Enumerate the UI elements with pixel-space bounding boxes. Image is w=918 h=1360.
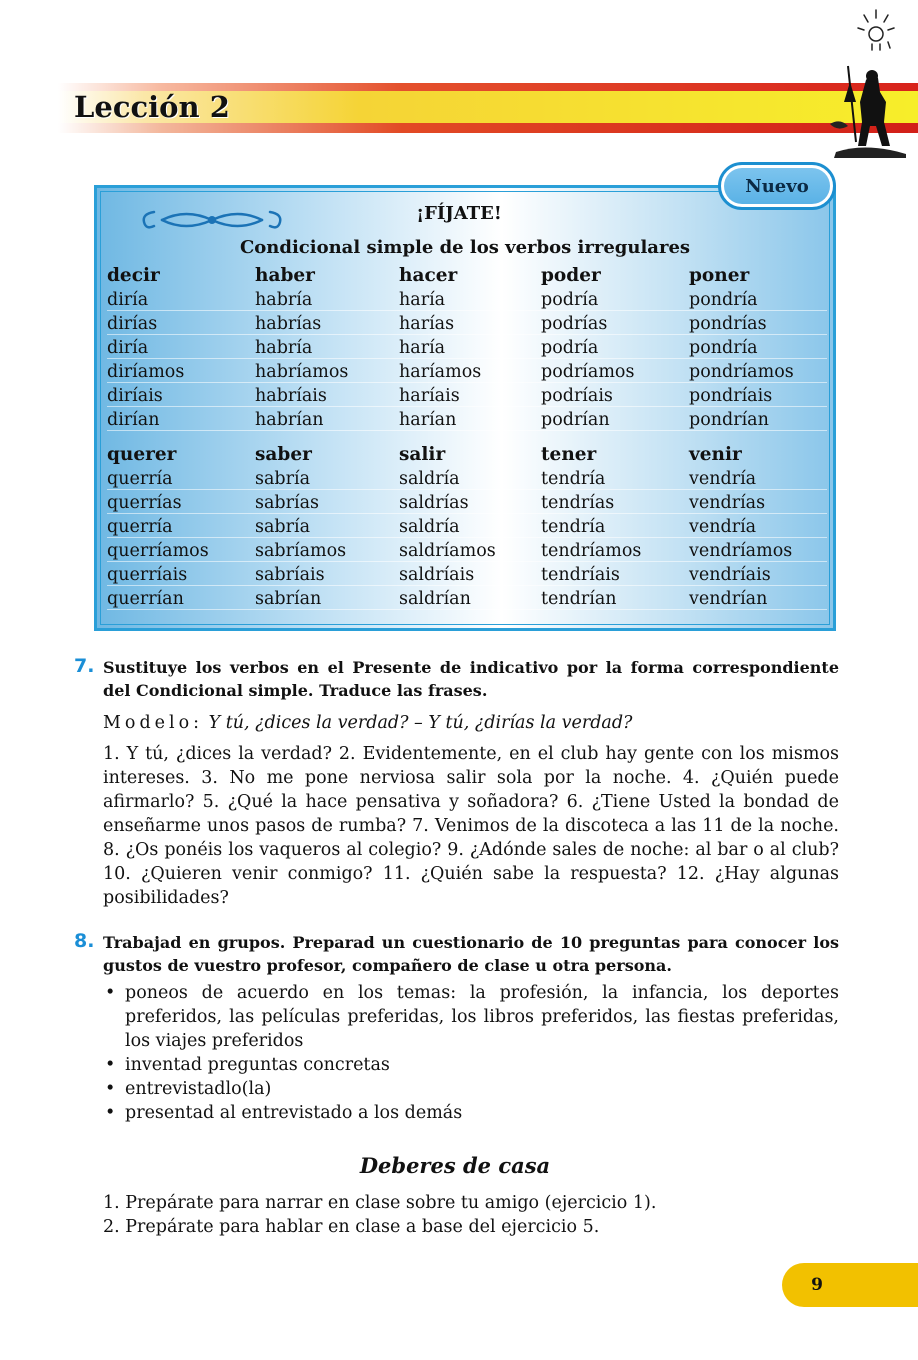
- verb-form: tendríais: [541, 565, 620, 585]
- verb-form: sabríais: [255, 565, 325, 585]
- exercise-7-modelo: [103, 713, 632, 733]
- verb-form: vendrían: [689, 589, 768, 609]
- verb-conjugation-row: [107, 384, 827, 408]
- verb-form: haríamos: [399, 362, 482, 382]
- verb-form: podrías: [541, 314, 608, 334]
- verb-form: pondrías: [689, 314, 767, 334]
- exercise-7-instruction: Sustituye los verbos en el Presente de indicativo por la forma correspondiente del Condicional simple. Traduce las frases.: [103, 658, 839, 700]
- verb-form: tendría: [541, 517, 606, 537]
- verb-conjugation-row: [107, 336, 827, 360]
- verb-form: saldrías: [399, 493, 469, 513]
- bullet-item: • presentad al entrevistado a los demás: [105, 1103, 463, 1123]
- verb-form: saldrían: [399, 589, 471, 609]
- verb-form: querrían: [107, 589, 184, 609]
- verb-conjugation-row: [107, 491, 827, 515]
- verb-form: pondrían: [689, 410, 769, 430]
- verb-infinitive: poder: [541, 265, 601, 286]
- homework-list: [103, 1191, 839, 1239]
- verb-form: haría: [399, 338, 446, 358]
- homework-item: 2. Prepárate para hablar en clase a base del ejercicio 5.: [103, 1217, 600, 1237]
- exercise-7-sentences: 1. Y tú, ¿dices la verdad? 2. Evidentemente, en el club hay gente con los mismos intereses. 3. No me pone nerviosa salir sola por la noche. 4. ¿Quién puede afirmarlo? 5. ¿Qué la hace pensativa y soñadora? 6. ¿Tiene Usted la bondad de enseñarme unos pasos de rumba? 7. Venimos de la discoteca a las 11 de la noche. 8. ¿Os ponéis los vaqueros al colegio? 9. ¿Adónde sales de noche: al bar o al club? 10. ¿Quieren venir conmigo? 11. ¿Quién sabe la respuesta? 12. ¿Hay algunas posibilidades?: [103, 744, 839, 908]
- verb-form: habríamos: [255, 362, 349, 382]
- verb-infinitive: venir: [689, 444, 742, 465]
- verb-form: habría: [255, 338, 313, 358]
- verb-form: vendría: [689, 517, 757, 537]
- verb-infinitive: decir: [107, 265, 160, 286]
- verb-form: saldría: [399, 517, 460, 537]
- verb-form: pondría: [689, 338, 758, 358]
- verb-conjugation-row: [107, 467, 827, 491]
- modelo-label: Modelo:: [103, 713, 204, 733]
- verb-conjugation-row: [107, 539, 827, 563]
- verb-form: habrías: [255, 314, 322, 334]
- verb-form: podrían: [541, 410, 610, 430]
- exercise-7-number: 7.: [74, 655, 95, 677]
- verb-conjugation-row: [107, 515, 827, 539]
- verb-form: tendrías: [541, 493, 615, 513]
- verb-form: habríais: [255, 386, 327, 406]
- verb-form: haríais: [399, 386, 460, 406]
- verb-form: pondríamos: [689, 362, 794, 382]
- bullet-item: • entrevistadlo(la): [105, 1079, 272, 1099]
- verb-form: saldríamos: [399, 541, 496, 561]
- verb-infinitive: haber: [255, 265, 315, 286]
- verb-form: querría: [107, 517, 173, 537]
- verb-form: pondría: [689, 290, 758, 310]
- verb-form: podríamos: [541, 362, 635, 382]
- verb-form: pondríais: [689, 386, 773, 406]
- verb-form: querríais: [107, 565, 188, 585]
- verb-infinitive: saber: [255, 444, 312, 465]
- verb-form: dirías: [107, 314, 158, 334]
- bullet-item: • inventad preguntas concretas: [105, 1055, 390, 1075]
- verb-conjugation-row: [107, 360, 827, 384]
- lesson-title: Lección 2: [74, 90, 230, 124]
- verb-conjugation-row: [107, 408, 827, 432]
- verb-infinitive: tener: [541, 444, 597, 465]
- verb-conjugation-row: [107, 587, 827, 611]
- verb-form: podría: [541, 338, 599, 358]
- verb-form: querrías: [107, 493, 182, 513]
- verb-header-row: [107, 443, 827, 467]
- verb-conjugation-row: [107, 288, 827, 312]
- exercise-8-bullet-list: [103, 981, 839, 1125]
- verb-form: podría: [541, 290, 599, 310]
- verb-form: sabrías: [255, 493, 319, 513]
- verb-form: haría: [399, 290, 446, 310]
- verb-conjugation-row: [107, 312, 827, 336]
- sun-icon: [852, 6, 902, 52]
- verb-form: habrían: [255, 410, 324, 430]
- verb-infinitive: poner: [689, 265, 750, 286]
- verb-form: vendrías: [689, 493, 766, 513]
- verb-conjugation-row: [107, 563, 827, 587]
- fijate-title: ¡FÍJATE!: [416, 203, 502, 224]
- exercise-8-instruction: Trabajad en grupos. Preparad un cuestionario de 10 preguntas para conocer los gustos de vuestro profesor, compañero de clase u otra persona.: [103, 933, 839, 975]
- verb-form: diríamos: [107, 362, 185, 382]
- verb-infinitive: salir: [399, 444, 446, 465]
- verb-form: querríamos: [107, 541, 209, 561]
- verb-form: tendría: [541, 469, 606, 489]
- verb-form: sabría: [255, 469, 311, 489]
- verb-form: vendríamos: [689, 541, 793, 561]
- page-number: 9: [811, 1275, 823, 1295]
- verb-form: tendríamos: [541, 541, 642, 561]
- verb-infinitive: hacer: [399, 265, 458, 286]
- modelo-example: Y tú, ¿dices la verdad? – Y tú, ¿dirías la verdad?: [208, 713, 633, 733]
- verb-form: querría: [107, 469, 173, 489]
- nuevo-badge-label: Nuevo: [724, 168, 830, 204]
- verb-form: harían: [399, 410, 457, 430]
- homework-title: Deberes de casa: [359, 1153, 551, 1178]
- verb-conjugation-table: [107, 264, 827, 611]
- verb-form: diríais: [107, 386, 163, 406]
- verb-form: sabríamos: [255, 541, 347, 561]
- verb-form: saldría: [399, 469, 460, 489]
- verb-form: sabría: [255, 517, 311, 537]
- verb-form: sabrían: [255, 589, 322, 609]
- verb-form: diría: [107, 338, 149, 358]
- verb-form: vendría: [689, 469, 757, 489]
- don-quixote-icon: [826, 62, 910, 162]
- verb-form: harías: [399, 314, 455, 334]
- verb-form: tendrían: [541, 589, 617, 609]
- verb-infinitive: querer: [107, 444, 177, 465]
- verb-form: vendríais: [689, 565, 771, 585]
- verb-form: dirían: [107, 410, 160, 430]
- fijate-subtitle: Condicional simple de los verbos irregulares: [239, 237, 691, 258]
- verb-form: habría: [255, 290, 313, 310]
- verb-form: saldríais: [399, 565, 475, 585]
- verb-header-row: [107, 264, 827, 288]
- exercise-8-number: 8.: [74, 930, 95, 952]
- verb-form: diría: [107, 290, 149, 310]
- bullet-item: • poneos de acuerdo en los temas: la profesión, la infancia, los deportes preferidos, las películas preferidas, los libros preferidos, las fiestas preferidas, los viajes preferidos: [105, 983, 839, 1051]
- verb-form: podríais: [541, 386, 613, 406]
- homework-item: 1. Prepárate para narrar en clase sobre tu amigo (ejercicio 1).: [103, 1193, 657, 1213]
